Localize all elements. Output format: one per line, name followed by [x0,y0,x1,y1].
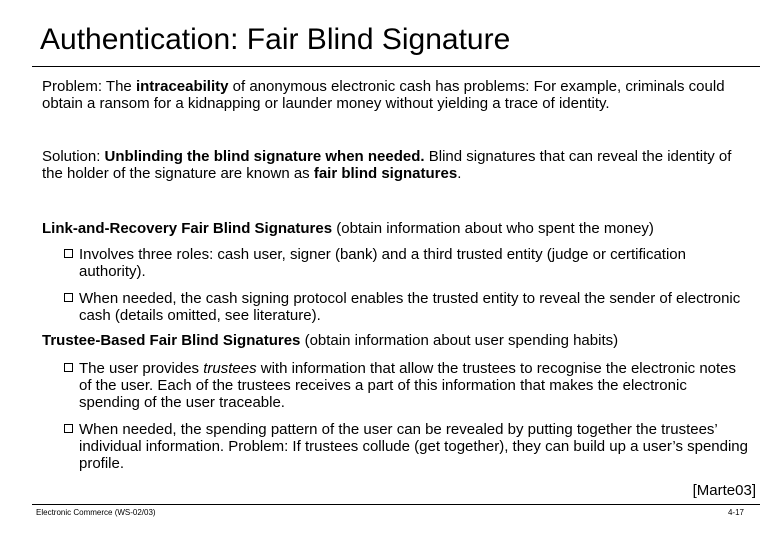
bullet-item [64,246,750,280]
link-recovery-heading [42,220,752,237]
solution-end: . [457,165,462,182]
solution-paragraph [42,148,752,182]
problem-text: of anonymous electronic cash has problems: For example, criminals could obtain a ransom for a kidnapping or launder money without yielding a trace of identity. [42,78,725,112]
trustee-heading [42,332,752,349]
solution-keyword-2: fair blind signatures [313,165,458,182]
solution-keyword: Unblinding the blind signature when needed. [104,148,425,165]
bullet-item [64,290,750,324]
slide-title: Authentication: Fair Blind Signature [40,23,511,56]
bullet-box-icon [64,424,73,433]
problem-paragraph [42,78,752,112]
link-recovery-desc: (obtain information about who spent the money) [332,220,654,237]
trustee-desc: (obtain information about user spending habits) [300,332,619,349]
problem-keyword: intraceability [135,78,229,95]
footer-divider [32,504,760,505]
bullet-box-icon [64,249,73,258]
bullet-item [64,421,750,472]
bullet-box-icon [64,293,73,302]
reference-citation: [Marte03] [692,482,756,499]
title-divider [32,66,760,67]
bullet-text: When needed, the cash signing protocol enables the trusted entity to reveal the sender of electronic cash (details omitted, see literature). [79,290,741,324]
solution-label: Solution: [42,148,105,165]
bullet-text-italic: trustees [203,360,257,377]
problem-label: Problem: The [42,78,136,95]
bullet-item [64,360,750,411]
bullet-text-b: with information that allow the trustees to recognise the electronic notes of the user. Each of the trustees receives a part of this information that makes the electronic spending of the user traceable. [79,360,737,411]
bullet-box-icon [64,363,73,372]
bullet-text-a: The user provides [79,360,204,377]
trustee-title: Trustee-Based Fair Blind Signatures [42,332,301,349]
bullet-text: Involves three roles: cash user, signer (bank) and a third trusted entity (judge or certification authority). [79,246,686,280]
link-recovery-title: Link-and-Recovery Fair Blind Signatures [42,220,333,237]
solution-text: Blind signatures that can reveal the identity of the holder of the signature are known as [42,148,732,182]
bullet-text: When needed, the spending pattern of the user can be revealed by putting together the trustees’ individual information. Problem: If trustees collude (get together), they can build up a user’s spending profile. [79,421,748,472]
footer-course: Electronic Commerce (WS-02/03) [36,508,156,517]
footer-page-number: 4-17 [727,508,744,517]
